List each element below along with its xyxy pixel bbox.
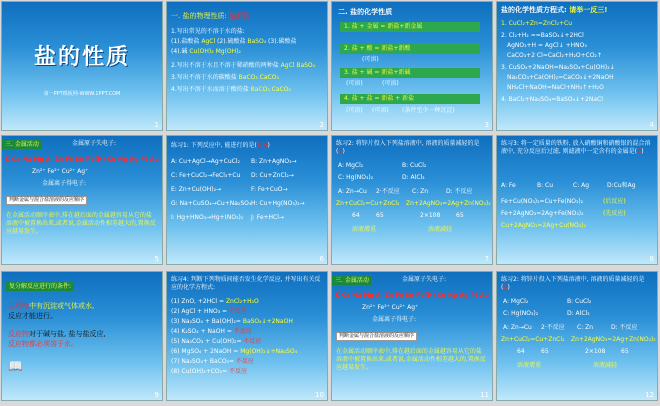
slide-number: 5: [154, 255, 159, 263]
calc: A: Zn→Cu: [338, 188, 367, 195]
condition-note: (条件至少一种沉淀): [402, 107, 455, 114]
row: 4. 盐 + 盐 = 新盐 + 新盐: [344, 95, 415, 102]
rule-text: 在金属活动顺序表中,排在越后面的金属越容易从它的盐溶液中被置换出来,或者说,金属活动性相差越大的,置换反应越易发生。: [6, 212, 156, 235]
section-band: 三. 金属活动: [332, 276, 372, 285]
slide-1[interactable]: [2, 2, 162, 130]
paragraph-1-end: 反应才能进行。: [8, 312, 57, 320]
slide-title: 盐的性质: [33, 45, 130, 70]
reaction: (8) Cu(OH)₂+CO₂= 不反应: [171, 368, 248, 375]
option: F: Fe+CuO→: [251, 186, 288, 193]
slide-number: 8: [649, 255, 654, 263]
mass: 2×108: [585, 348, 606, 355]
option: I: Hg+HNO₃→Hg+(NO₃)₂: [171, 214, 244, 221]
sub-label: (可溶): [346, 107, 363, 114]
sub-label: (可溶): [362, 56, 379, 63]
activity-series: K Ca Na Mg Al Zn Fe Sn Pb(H) Cu Hg Ag Pt Au: [5, 156, 159, 163]
option: A: MgCl₂: [338, 162, 364, 169]
slide-number: 1: [154, 121, 159, 129]
option: C: Hg(NO₃)₂: [338, 174, 374, 181]
equation: NH₄Cl+NaOH=NaCl+NH₃↑+H₂O: [507, 84, 604, 91]
equation: 2. Cl₂+H₂ ==BaSO₄↓+2HCl: [501, 32, 584, 39]
option: E: Zn+Cu(OH)₂→: [171, 186, 222, 193]
slide-6[interactable]: [167, 136, 327, 264]
equation: 3. CuSO₄+2NaOH=Na₂SO₄+Cu(OH)₂↓: [501, 64, 615, 71]
question: 练习3: 将一定质量的铁粉, 放入硝酸铜和硝酸银的混合溶液中, 充分反应后过滤, 则滤液中一定含有的金属是(C): [501, 140, 651, 155]
equation: Zn+2AgNO₃=2Ag+Zn(NO₃)₂: [406, 200, 491, 207]
option: A: Cu+AgCl→Ag+CuCl₂: [171, 158, 240, 165]
mass: 64: [517, 348, 525, 355]
option: D: AlCl₃: [567, 310, 590, 317]
ions: Zn²⁺ Fe²⁺ Cu²⁺ Ag⁺: [32, 168, 89, 175]
label-top: 金属原子失电子:: [72, 140, 117, 147]
rule-chip: 判断金属与混合盐溶液的反应顺序: [336, 332, 417, 341]
result: 溶液减轻: [593, 362, 618, 369]
option: B: CuCl₂: [402, 162, 427, 169]
slide-number: 11: [480, 391, 489, 399]
mass: 65: [376, 212, 384, 219]
reaction: (2) AgCl + HNO₃ = 不反应: [171, 308, 248, 315]
slide-8[interactable]: [497, 136, 657, 264]
reaction: (6) MgSO₄ + 2NaOH = Mg(OH)₂↓+Na₂SO₄: [171, 348, 298, 355]
option: G: Na+CuSO₄→Cu+Na₂SO₄: [171, 200, 252, 207]
slide-number: 3: [484, 121, 489, 129]
slide-3[interactable]: [332, 2, 492, 130]
paragraph-1: 生成物中有沉淀或气体或水,: [8, 302, 95, 310]
row: 1. 盐 + 金属 = 新盐+新金属: [344, 23, 423, 30]
mass: 65: [541, 348, 549, 355]
slide-2[interactable]: [167, 2, 327, 130]
slide-number: 12: [645, 391, 654, 399]
option: H: Cu+Hg(NO₃)₂→: [251, 200, 305, 207]
option: B: Cu: [537, 182, 554, 189]
equation: 1. CuCl₂+Zn=ZnCl₂+Cu: [501, 20, 573, 27]
equation: Na₂CO₃+Ca(OH)₂=CaCO₃↓+2NaOH: [507, 74, 614, 81]
mass: 65: [456, 212, 464, 219]
calc: C: Zn: [577, 324, 594, 331]
slide-number: 10: [315, 391, 324, 399]
option: B: CuCl₂: [567, 298, 592, 305]
row: 3. 盐 + 碱 = 新盐+新碱: [344, 69, 411, 76]
slide-number: 9: [154, 391, 159, 399]
slide-heading: 一. 盐的物理性质: 溶解性: [171, 12, 251, 20]
line: (1).盐酸盐 AgCl (2).硫酸盐 BaSO₄ (3).碳酸盐: [171, 38, 297, 45]
sub-label: (可溶): [346, 80, 363, 87]
rule-chip: 判断金属与混合盐溶液的反应顺序: [6, 196, 87, 205]
calc: D: 不反应: [446, 188, 473, 195]
line: 3.写出不溶于水的碳酸盐 BaCO₃ CaCO₃: [171, 74, 279, 81]
slide-11[interactable]: [332, 272, 492, 400]
rule-text: 在金属活动顺序表中,排在越后面的金属越容易从它的盐溶液中被置换出来,或者说,金属活动性相差越大的,置换反应越易发生。: [336, 348, 486, 371]
ions: Zn²⁺ Fe²⁺ Cu²⁺ Ag⁺: [362, 304, 419, 311]
slide-9[interactable]: [2, 272, 162, 400]
option: C: Hg(NO₃)₂: [503, 310, 539, 317]
mass: 64: [352, 212, 360, 219]
equation: Fe+2AgNO₃=2Ag+Fe(NO₃)₂: [501, 210, 584, 217]
equation: CaCO₃+2 Cl=CaCl₂+H₂O+CO₂↑: [507, 52, 602, 59]
equation: 4. BaCl₂+Na₂SO₄=BaSO₄↓+2NaCl: [501, 96, 603, 103]
paragraph-2-end: 反应物都必须溶于水。: [8, 340, 78, 348]
reaction: (5) Na₂CO₃ + Cu(OH)₂= 不反应: [171, 338, 262, 345]
option: D: AlCl₃: [402, 174, 425, 181]
slide-10[interactable]: [167, 272, 327, 400]
option: A: MgCl₂: [503, 298, 529, 305]
reaction: (3) Na₂SO₄ + Ba(OH)₂= BaSO₄↓+2NaOH: [171, 318, 293, 325]
order-tag: (先反应): [603, 210, 626, 217]
option: C: Ag: [573, 182, 590, 189]
row: 2. 盐 + 酸 = 新盐+新酸: [344, 45, 411, 52]
slide-footer: 第一PPT模板网-WWW.1PPT.COM: [43, 91, 121, 97]
slide-number: 2: [319, 121, 324, 129]
option: C: Fe+CuCl₂→FeCl₃+Cu: [171, 172, 241, 179]
slide-7[interactable]: [332, 136, 492, 264]
equation: AgNO₃+H = AgCl↓ +HNO₃: [507, 42, 587, 49]
label-top: 金属原子失电子:: [402, 276, 447, 283]
book-icon: 📖: [8, 359, 23, 373]
reaction: (7) Na₂SO₄+ BaCO₃= 不反应: [171, 358, 254, 365]
slide-4[interactable]: [497, 2, 657, 130]
question: 练习1: 下列反应中, 能进行的是(B H): [171, 142, 270, 149]
question: 练习2: 将锌片投入下列盐溶液中, 溶液的质量减轻的是(C): [336, 140, 480, 155]
result: 溶液增重: [352, 226, 377, 233]
reaction: (1) ZnO, +2HCl = ZnCl₂+H₂O: [171, 298, 259, 305]
slide-5[interactable]: [2, 136, 162, 264]
calc: 2·不反应: [376, 188, 400, 195]
slide-number: 6: [319, 255, 324, 263]
question: 练习4: 判断下列物质间能否发生化学反应, 并写出有关反应的化学方程式:: [171, 276, 321, 291]
equation: Fe+Cu(NO₃)₂=Cu+Fe(NO₃)₂: [501, 198, 584, 205]
result: 溶液减轻: [428, 226, 453, 233]
equation: Zn+2AgNO₃=2Ag+Zn(NO₃)₂: [571, 336, 656, 343]
option: B: Zn+AgNO₃→: [251, 158, 297, 165]
option: D: Cu+ZnCl₂→: [251, 172, 294, 179]
option: A: Fe: [501, 182, 516, 189]
calc: C: Zn: [412, 188, 429, 195]
slide-number: 7: [484, 255, 489, 263]
paragraph-2: 反应物对于碱与盐, 盐与盐反应,: [8, 330, 106, 338]
line: (4).碱 Cu(OH)₂ Mg(OH)₂: [171, 48, 241, 55]
section-band: 复分解反应进行的条件:: [6, 282, 74, 291]
line: 2.写出不溶于水且不溶于稀硝酸的两种盐 AgCl BaSO₄: [171, 62, 316, 69]
sub-label: (可溶): [382, 80, 399, 87]
equation: Zn+CuCl₂=Cu+ZnCl₂: [501, 336, 565, 343]
slide-12[interactable]: [497, 272, 657, 400]
order-tag: (后反应): [603, 198, 626, 205]
reaction: (4) K₂SO₄ + NaOH = 不反应: [171, 328, 252, 335]
mass: 65: [621, 348, 629, 355]
question: 练习2: 将锌片投入下列盐溶液中, 溶液的质量减轻的是(C): [501, 276, 645, 291]
option: D:Cu和Ag: [607, 182, 636, 189]
line: 1.写出常见的不溶于水的盐:: [171, 28, 245, 35]
slide-heading: 二. 盐的化学性质: [338, 8, 393, 16]
slide-heading: 盐的化学性质方程式: 请举一反三!: [501, 6, 608, 14]
equation: Cu+2AgNO₃=2Ag+Cu(NO₃)₂: [501, 222, 586, 229]
mass: 2×108: [420, 212, 441, 219]
slide-number: 4: [649, 121, 654, 129]
calc: D: 不反应: [611, 324, 638, 331]
option: J: Fe+HCl→: [251, 214, 284, 221]
line: 4.写出不溶于水而溶于酸的盐 BaCO₃ CaCO₃: [171, 86, 291, 93]
sub-label: (可溶): [372, 107, 389, 114]
label-bottom: 金属离子得电子:: [372, 316, 417, 323]
label-bottom: 金属离子得电子:: [42, 180, 87, 187]
calc: A: Zn→Cu: [503, 324, 532, 331]
activity-series: K Ca Na Mg Al Zn Fe Sn Pb(H) Cu Hg Ag Pt Au: [335, 292, 489, 299]
calc: 2·不反应: [541, 324, 565, 331]
equation: Zn+CuCl₂=Cu+ZnCl₂: [336, 200, 400, 207]
result: 溶液增重: [517, 362, 542, 369]
section-band: 三. 金属活动: [2, 140, 42, 149]
